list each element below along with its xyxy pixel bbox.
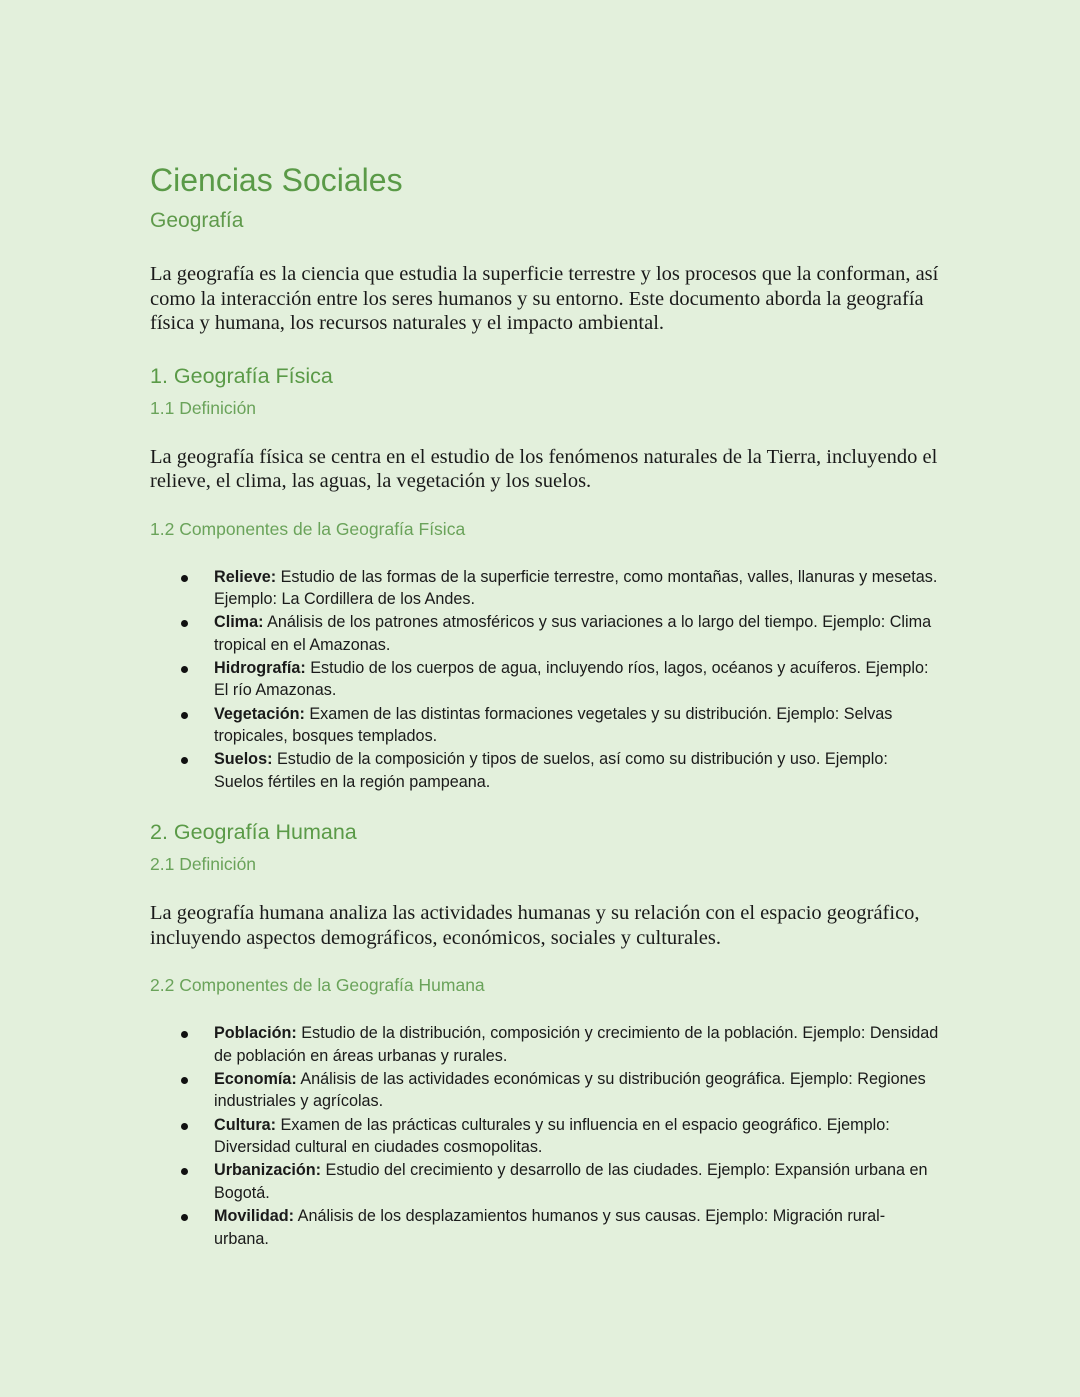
list-item bbox=[150, 1114, 940, 1159]
physical-components-list bbox=[150, 566, 940, 794]
bullet-icon bbox=[181, 666, 188, 673]
list-item-term: Hidrografía: bbox=[214, 658, 306, 677]
list-item-text: Estudio de los cuerpos de agua, incluyendo ríos, lagos, océanos y acuíferos. Ejemplo: El río Amazonas. bbox=[214, 658, 929, 700]
subsection-heading-physical-components: 1.2 Componentes de la Geografía Física bbox=[150, 518, 466, 539]
section-heading-physical: 1. Geografía Física bbox=[150, 363, 333, 388]
bullet-icon bbox=[181, 712, 188, 719]
list-item-term: Movilidad: bbox=[214, 1207, 295, 1225]
subsection-heading-human-definition: 2.1 Definición bbox=[150, 854, 257, 875]
document-page bbox=[150, 158, 940, 1251]
bullet-icon bbox=[181, 1214, 188, 1221]
list-item bbox=[150, 611, 940, 656]
bullet-icon bbox=[181, 575, 188, 582]
document-subtitle: Geografía bbox=[150, 209, 244, 232]
list-item bbox=[150, 1068, 940, 1113]
list-item-term: Economía: bbox=[214, 1069, 297, 1088]
bullet-icon bbox=[181, 1077, 188, 1084]
list-item-text: Examen de las prácticas culturales y su influencia en el espacio geográfico. Ejemplo: Diversidad cultural en ciudades cosmopolitas. bbox=[214, 1115, 890, 1157]
list-item bbox=[150, 566, 940, 611]
list-item-text: Estudio de la composición y tipos de suelos, así como su distribución y uso. Ejemplo: Suelos fértiles en la región pampeana. bbox=[214, 750, 888, 791]
list-item-text: Examen de las distintas formaciones vegetales y su distribución. Ejemplo: Selvas tropicales, bosques templados. bbox=[214, 704, 893, 746]
list-item-text: Análisis de las actividades económicas y su distribución geográfica. Ejemplo: Regiones industriales y agrícolas. bbox=[214, 1069, 926, 1111]
list-item bbox=[150, 748, 940, 793]
list-item-text: Análisis de los desplazamientos humanos y sus causas. Ejemplo: Migración rural-urbana. bbox=[214, 1207, 886, 1248]
list-item-term: Relieve: bbox=[214, 567, 277, 586]
document-title: Ciencias Sociales bbox=[150, 162, 403, 198]
list-item bbox=[150, 703, 940, 748]
list-item-term: Suelos: bbox=[214, 750, 273, 769]
bullet-icon bbox=[181, 1168, 188, 1175]
physical-definition-paragraph: La geografía física se centra en el estudio de los fenómenos naturales de la Tierra, incluyendo el relieve, el clima, las aguas, la vegetación y los suelos. bbox=[150, 445, 938, 492]
list-item-text: Estudio de la distribución, composición y crecimiento de la población. Ejemplo: Densidad de población en áreas urbanas y rurales. bbox=[214, 1024, 939, 1065]
list-item-term: Cultura: bbox=[214, 1115, 277, 1134]
subsection-heading-physical-definition: 1.1 Definición bbox=[150, 397, 257, 418]
list-item bbox=[150, 657, 940, 702]
subsection-heading-human-components: 2.2 Componentes de la Geografía Humana bbox=[150, 975, 485, 996]
list-item bbox=[150, 1159, 940, 1204]
list-item-term: Vegetación: bbox=[214, 704, 305, 723]
bullet-icon bbox=[181, 1031, 188, 1038]
list-item bbox=[150, 1205, 940, 1250]
list-item-term: Población: bbox=[214, 1024, 297, 1043]
human-components-list bbox=[150, 1022, 940, 1250]
intro-paragraph: La geografía es la ciencia que estudia la superficie terrestre y los procesos que la conforman, así como la interacción entre los seres humanos y su entorno. Este documento aborda la geografía física y humana, los recursos naturales y el impacto ambiental. bbox=[150, 263, 939, 334]
list-item-term: Urbanización: bbox=[214, 1161, 322, 1180]
bullet-icon bbox=[181, 757, 188, 764]
list-item bbox=[150, 1022, 940, 1067]
human-definition-paragraph: La geografía humana analiza las actividades humanas y su relación con el espacio geográfico, incluyendo aspectos demográficos, económicos, sociales y culturales. bbox=[150, 902, 920, 949]
list-item-term: Clima: bbox=[214, 613, 264, 632]
list-item-text: Estudio del crecimiento y desarrollo de las ciudades. Ejemplo: Expansión urbana en Bogotá. bbox=[214, 1161, 928, 1202]
bullet-icon bbox=[181, 1123, 188, 1130]
section-heading-human: 2. Geografía Humana bbox=[150, 820, 357, 845]
list-item-text: Estudio de las formas de la superficie terrestre, como montañas, valles, llanuras y mesetas. Ejemplo: La Cordillera de los Andes. bbox=[214, 567, 938, 608]
bullet-icon bbox=[181, 620, 188, 627]
list-item-text: Análisis de los patrones atmosféricos y sus variaciones a lo largo del tiempo. Ejemplo: Clima tropical en el Amazonas. bbox=[214, 613, 932, 654]
